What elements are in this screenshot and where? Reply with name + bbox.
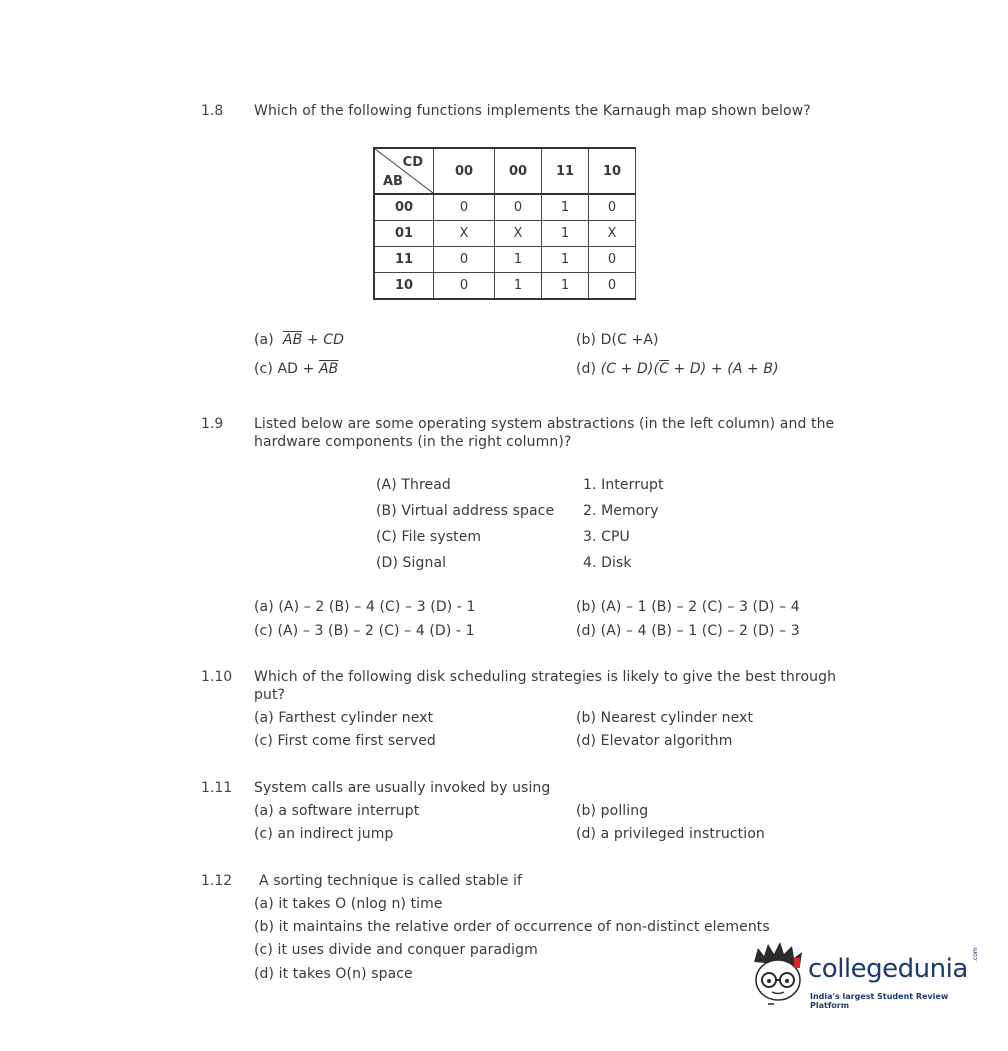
question-number: 1.12 bbox=[201, 873, 233, 889]
kmap-cell: 1 bbox=[495, 273, 542, 300]
kmap-cell: X bbox=[495, 221, 542, 247]
option-b: (b) (A) – 1 (B) – 2 (C) – 3 (D) – 4 bbox=[576, 599, 800, 615]
kmap-row-header: 01 bbox=[374, 221, 434, 247]
option-a: (a) it takes O (nlog n) time bbox=[254, 896, 443, 912]
option-a: (a) Farthest cylinder next bbox=[254, 710, 434, 726]
question-text: A sorting technique is called stable if bbox=[259, 873, 523, 889]
match-left-item: (C) File system bbox=[376, 529, 482, 545]
question-number: 1.11 bbox=[201, 780, 233, 796]
match-left-item: (D) Signal bbox=[376, 555, 447, 571]
option-d: (d) (A) – 4 (B) – 1 (C) – 2 (D) – 3 bbox=[576, 623, 800, 639]
option-a: (a) $\overline{AB}$ + CD bbox=[254, 332, 344, 348]
kmap-col-header: 00 bbox=[495, 148, 542, 194]
question-text: hardware components (in the right column)? bbox=[254, 434, 572, 450]
kmap-col-header: 00 bbox=[434, 148, 495, 194]
kmap-row-header: 11 bbox=[374, 247, 434, 273]
match-right-item: 4. Disk bbox=[583, 555, 632, 571]
option-d: (d) $(C + D)(\overline{C} + D) + (A + B)$ bbox=[576, 361, 779, 377]
match-left-item: (A) Thread bbox=[376, 477, 451, 493]
question-number: 1.8 bbox=[201, 103, 224, 119]
kmap-cell: 0 bbox=[495, 194, 542, 221]
option-b: (b) D(C +A) bbox=[576, 332, 659, 348]
question-number: 1.10 bbox=[201, 669, 233, 685]
karnaugh-map bbox=[373, 147, 636, 300]
match-right-item: 1. Interrupt bbox=[583, 477, 664, 493]
brand-domain: .com bbox=[972, 947, 979, 962]
option-a: (a) (A) – 2 (B) – 4 (C) – 3 (D) - 1 bbox=[254, 599, 476, 615]
kmap-corner bbox=[374, 148, 434, 194]
option-d: (d) it takes O(n) space bbox=[254, 966, 413, 982]
question-text: Which of the following disk scheduling strategies is likely to give the best through bbox=[254, 669, 837, 685]
kmap-col-header: 11 bbox=[542, 148, 589, 194]
option-d: (d) a privileged instruction bbox=[576, 826, 765, 842]
kmap-cell: X bbox=[434, 221, 495, 247]
kmap-cell: X bbox=[589, 221, 636, 247]
collegedunia-logo bbox=[750, 940, 990, 1010]
option-b: (b) Nearest cylinder next bbox=[576, 710, 754, 726]
option-b: (b) polling bbox=[576, 803, 649, 819]
kmap-col-header: 10 bbox=[589, 148, 636, 194]
kmap-row-variable: AB bbox=[383, 174, 403, 189]
kmap-cell: 0 bbox=[589, 273, 636, 300]
kmap-cell: 0 bbox=[434, 247, 495, 273]
question-number: 1.9 bbox=[201, 416, 224, 432]
kmap-row-header: 10 bbox=[374, 273, 434, 300]
match-right-item: 3. CPU bbox=[583, 529, 630, 545]
kmap-cell: 1 bbox=[542, 221, 589, 247]
kmap-cell: 0 bbox=[589, 247, 636, 273]
option-c: (c) AD + $\overline{AB}$ bbox=[254, 361, 339, 377]
option-d: (d) Elevator algorithm bbox=[576, 733, 733, 749]
option-c: (c) First come first served bbox=[254, 733, 436, 749]
brand-name: collegedunia bbox=[808, 954, 968, 984]
question-text: System calls are usually invoked by using bbox=[254, 780, 551, 796]
kmap-cell: 0 bbox=[589, 194, 636, 221]
question-text: Listed below are some operating system abstractions (in the left column) and the bbox=[254, 416, 835, 432]
kmap-cell: 0 bbox=[434, 273, 495, 300]
option-c: (c) (A) – 3 (B) – 2 (C) – 4 (D) - 1 bbox=[254, 623, 475, 639]
kmap-cell: 1 bbox=[542, 194, 589, 221]
match-left-item: (B) Virtual address space bbox=[376, 503, 555, 519]
kmap-cell: 1 bbox=[542, 247, 589, 273]
brand-tagline: India's largest Student Review Platform bbox=[810, 992, 949, 1010]
mascot-face-icon bbox=[750, 940, 808, 1010]
kmap-col-variable: CD bbox=[402, 155, 423, 170]
kmap-cell: 1 bbox=[542, 273, 589, 300]
question-text: Which of the following functions implements the Karnaugh map shown below? bbox=[254, 103, 811, 119]
match-right-item: 2. Memory bbox=[583, 503, 659, 519]
option-c: (c) it uses divide and conquer paradigm bbox=[254, 942, 538, 958]
kmap-cell: 1 bbox=[495, 247, 542, 273]
kmap-row-header: 00 bbox=[374, 194, 434, 221]
option-c: (c) an indirect jump bbox=[254, 826, 394, 842]
option-a: (a) a software interrupt bbox=[254, 803, 420, 819]
question-text: put? bbox=[254, 687, 286, 703]
kmap-cell: 0 bbox=[434, 194, 495, 221]
option-b: (b) it maintains the relative order of occurrence of non-distinct elements bbox=[254, 919, 770, 935]
